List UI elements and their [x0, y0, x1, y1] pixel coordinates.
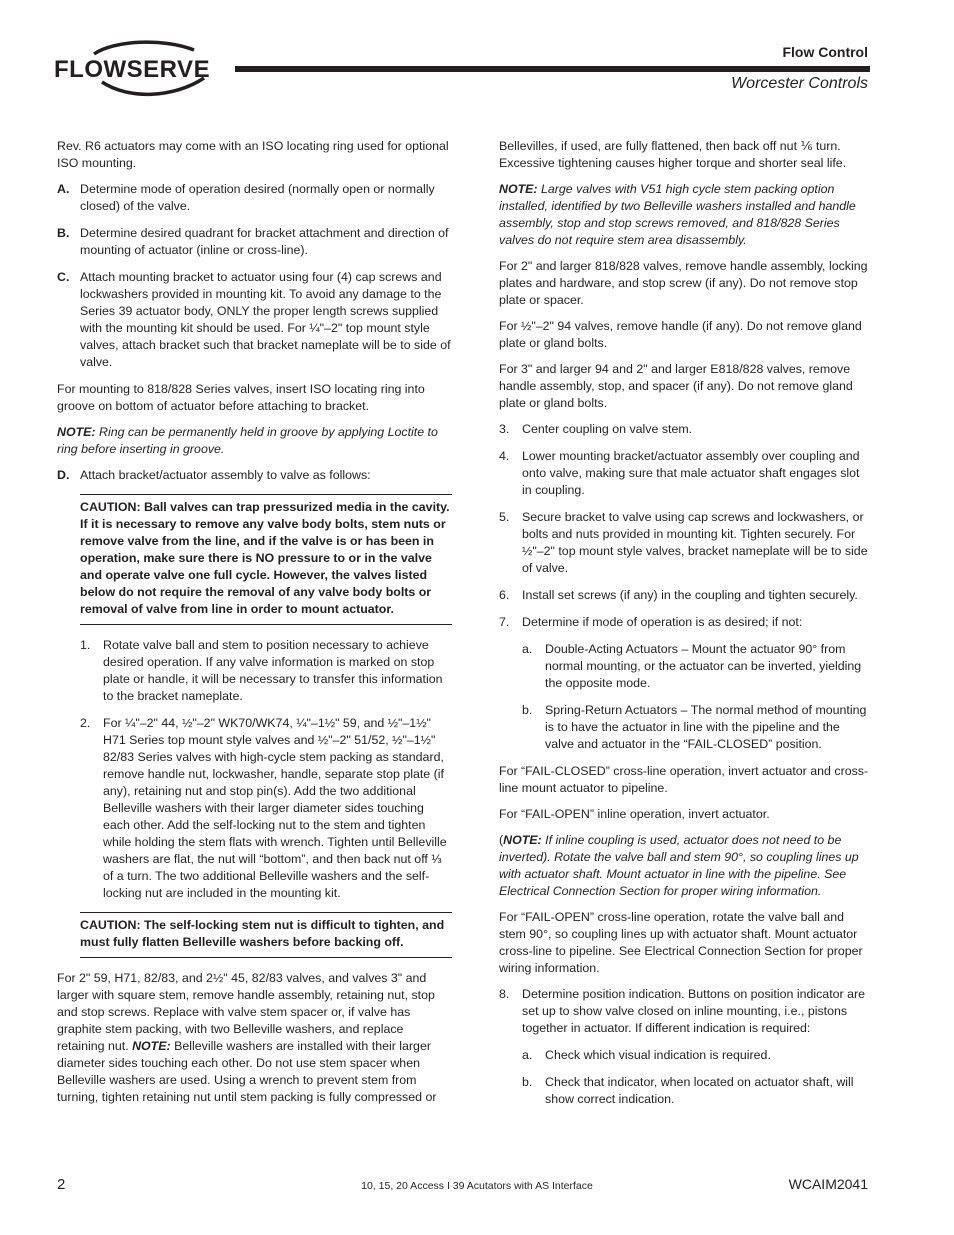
substep-number: 1.	[80, 638, 91, 652]
footer-title: 10, 15, 20 Access I 39 Acutators with AS Interface	[361, 1180, 593, 1192]
step-number: 6.	[499, 588, 510, 602]
step-8	[499, 986, 871, 1037]
substep-1	[80, 637, 452, 705]
fail-open-paragraph: For “FAIL-OPEN” inline operation, invert actuator.	[499, 807, 770, 821]
note-label: NOTE:	[57, 425, 96, 439]
substep-number: 2.	[80, 716, 91, 730]
step-text: Determine position indication. Buttons on position indicator are set up to show valve closed on inline mounting, i.e., pistons together in actuator. If different indication is required:	[522, 987, 866, 1035]
note-text: If inline coupling is used, actuator does not need to be inverted). Rotate the valve ball and stem 90°, so coupling lines up with actuator shaft. Mount actuator in line with the pipeline. See Electrical Connection Section for proper wiring information.	[499, 833, 859, 898]
step-6	[499, 587, 871, 604]
right-column	[499, 138, 871, 1118]
substep-number: b.	[522, 703, 533, 717]
large-valves-note	[499, 181, 871, 249]
page-number: 2	[57, 1176, 66, 1193]
substep-2	[80, 715, 452, 902]
substep-text: For ¼"–2" 44, ½"–2" WK70/WK74, ¼"–1½" 59, and ½"–1½" H71 Series top mount style valves and ½"–2" 51/52, ½"–1½" 82/83 Series valves with high-cycle stem packing as standard, remove handle nut, lockwasher, handle, separate stop plate (if any), retaining nut and stop pin(s). Add the two additional Belleville washers with their larger diameter sides touching each other. Add the self-locking nut to the stem and tighten while holding the stem flats with wrench. Tighten until Belleville washers are flat, the nut will “bottom”, and then back nut off ⅓ of a turn. The two additional Belleville washers and the self-locking nut are included in the mounting kit.	[103, 716, 447, 900]
brand-title: Worcester Controls	[731, 75, 868, 92]
caution-box-2: CAUTION: The self-locking stem nut is difficult to tighten, and must fully flatten Belleville washers before backing off.	[80, 912, 452, 958]
fail-open-crossline-paragraph: For “FAIL-OPEN” cross-line operation, rotate the valve ball and stem 90°, so coupling lines up with actuator shaft. Mount actuator cross-line to pipeline. See Electrical Connection Section for proper wiring information.	[499, 910, 863, 975]
step-3	[499, 421, 871, 438]
paragraph-text: Belleville washers are installed with their larger diameter sides touching each other. Do not use stem spacer when Belleville washers are used. Using a wrench to prevent stem from turning, tighten retaining nut until stem packing is fully compressed or	[57, 1039, 437, 1104]
substep-7a	[522, 641, 871, 692]
note-label: NOTE:	[132, 1039, 171, 1053]
step-text: Attach bracket/actuator assembly to valve as follows:	[80, 468, 371, 482]
note-label: NOTE:	[499, 182, 538, 196]
step-text: Center coupling on valve stem.	[522, 422, 693, 436]
step-number: 5.	[499, 510, 510, 524]
flowserve-logo	[54, 38, 214, 100]
substep-number: a.	[522, 1048, 533, 1062]
step-c	[57, 269, 452, 371]
step-c-note	[57, 424, 452, 458]
intro-paragraph: Rev. R6 actuators may come with an ISO locating ring used for optional ISO mounting.	[57, 139, 449, 170]
substep-text: Spring-Return Actuators – The normal method of mounting is to have the actuator in line with the pipeline and the valve and actuator in the “FAIL-CLOSED” position.	[545, 703, 867, 751]
note-text: Large valves with V51 high cycle stem packing option installed, identified by two Belleville washers installed and handle assembly, stop and stop screws removed, and 818/828 Series valves do not require stem area disassembly.	[499, 182, 856, 247]
p94-paragraph: For ½"–2" 94 valves, remove handle (if any). Do not remove gland plate or gland bolts.	[499, 319, 862, 350]
document-id: WCAIM2041	[788, 1176, 868, 1192]
substep-text: Check that indicator, when located on actuator shaft, will show correct indication.	[545, 1075, 854, 1106]
caution-box-1: CAUTION: Ball valves can trap pressurized media in the cavity. If it is necessary to remove any valve body bolts, stem nuts or remove valve from the line, and if the valve is or has been in operation, make sure there is NO pressure to or in the valve and operate valve one full cycle. However, the valves listed below do not require the removal of any valve body bolts or removal of valve from line in order to mount actuator.	[80, 494, 452, 625]
step-text: Determine if mode of operation is as desired; if not:	[522, 615, 803, 629]
step-7	[499, 614, 871, 631]
substep-text: Double-Acting Actuators – Mount the actuator 90° from normal mounting, or the actuator can be inverted, yielding the opposite mode.	[545, 642, 862, 690]
step-number: 3.	[499, 422, 510, 436]
inline-coupling-note	[499, 832, 871, 900]
step-label: B.	[57, 226, 70, 240]
substep-2-paragraph	[57, 970, 452, 1106]
paragraph-text: For 2" 59, H71, 82/83, and 2½" 45, 82/83 valves, and valves 3" and larger with square stem, remove handle assembly, retaining nut, stop and stop screws. Replace with valve stem spacer or, if valve has graphite stem packing, with two Belleville washers, and replace retaining nut.	[57, 971, 435, 1053]
step-text: Install set screws (if any) in the coupling and tighten securely.	[522, 588, 858, 602]
step-number: 8.	[499, 987, 510, 1001]
step-number: 4.	[499, 449, 510, 463]
step-number: 7.	[499, 615, 510, 629]
header-rule	[235, 66, 870, 72]
division-title: Flow Control	[782, 44, 868, 60]
step-c-paragraph: For mounting to 818/828 Series valves, insert ISO locating ring into groove on bottom of actuator before attaching to bracket.	[57, 382, 425, 413]
step-text: Secure bracket to valve using cap screws and lockwashers, or bolts and nuts provided in mounting kit. Tighten securely. For ½"–2" top mount style valves, bracket nameplate will be to side of valve.	[522, 510, 868, 575]
step-b	[57, 225, 452, 259]
step-text: Determine desired quadrant for bracket attachment and direction of mounting of actuator (inline or cross-line).	[80, 226, 449, 257]
left-column	[57, 138, 452, 1115]
substep-number: a.	[522, 642, 533, 656]
step-text: Lower mounting bracket/actuator assembly over coupling and onto valve, making sure that male actuator shaft engages slot in coupling.	[522, 449, 860, 497]
substep-text: Rotate valve ball and stem to position necessary to achieve desired operation. If any valve information is marked on stop plate or handle, it will be necessary to transfer this information to the bracket nameplate.	[103, 638, 443, 703]
substep-text: Check which visual indication is required.	[545, 1048, 771, 1062]
step-a	[57, 181, 452, 215]
note-label: NOTE:	[503, 833, 542, 847]
substep-8b	[522, 1074, 871, 1108]
substep-8a	[522, 1047, 871, 1064]
substep-7b	[522, 702, 871, 753]
step-label: C.	[57, 270, 70, 284]
continued-paragraph: Bellevilles, if used, are fully flattened, then back off nut ⅙ turn. Excessive tightening causes higher torque and shorter seal life.	[499, 139, 847, 170]
p3in-paragraph: For 3" and larger 94 and 2" and larger E818/828 valves, remove handle assembly, stop, and spacer (if any). Do not remove gland plate or gland bolts.	[499, 362, 853, 410]
step-4	[499, 448, 871, 499]
step-label: A.	[57, 182, 70, 196]
note-text: Ring can be permanently held in groove by applying Loctite to ring before inserting in groove.	[57, 425, 438, 456]
step-label: D.	[57, 468, 70, 482]
p818-paragraph: For 2" and larger 818/828 valves, remove handle assembly, locking plates and hardware, and stop screw (if any). Do not remove stop plate or spacer.	[499, 259, 868, 307]
step-text: Determine mode of operation desired (normally open or normally closed) of the valve.	[80, 182, 435, 213]
logo-text: FLOWSERVE	[54, 56, 211, 83]
step-5	[499, 509, 871, 577]
fail-closed-paragraph: For “FAIL-CLOSED” cross-line operation, invert actuator and cross-line mount actuator to pipeline.	[499, 764, 869, 795]
substep-number: b.	[522, 1075, 533, 1089]
note-paren: (	[499, 833, 504, 847]
step-text: Attach mounting bracket to actuator using four (4) cap screws and lockwashers provided in mounting kit. To avoid any damage to the Series 39 actuator body, ONLY the proper length screws supplied with the mounting kit should be used. For ¼"–2" top mount style valves, attach bracket such that bracket nameplate will be to side of valve.	[80, 270, 451, 369]
step-d	[57, 467, 452, 484]
